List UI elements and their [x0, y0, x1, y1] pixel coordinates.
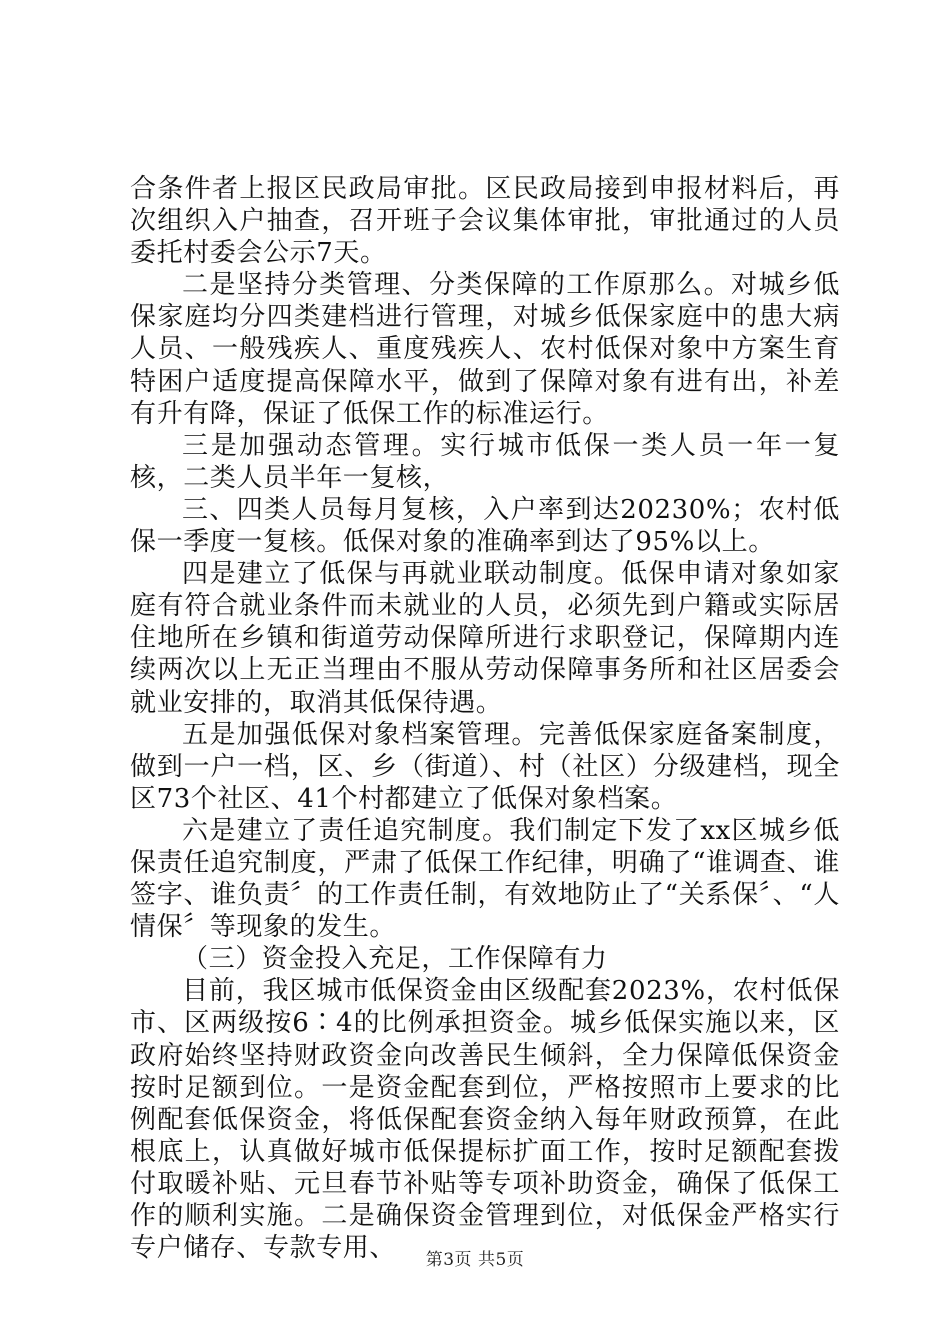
- paragraph-9: 目前，我区城市低保资金由区级配套2023%，农村低保市、区两级按6∶4的比例承担资金。城乡低保实施以来，区政府始终坚持财政资金向改善民生倾斜，全力保障低保资金按时足额到位。一是资金配套到位，严格按照市上要求的比例配套低保资金，将低保配套资金纳入每年财政预算，在此根底上，认真做好城市低保提标扩面工作，按时足额配套拨付取暖补贴、元旦春节补贴等专项补助资金，确保了低保工作的顺利实施。二是确保资金管理到位，对低保金严格实行专户储存、专款专用、: [130, 976, 840, 1264]
- paragraph-7: 六是建立了责任追究制度。我们制定下发了xx区城乡低保责任追究制度，严肃了低保工作纪律，明确了“谁调查、谁签字、谁负责〞的工作责任制，有效地防止了“关系保〞、“人情保〞等现象的发生。: [130, 815, 840, 943]
- page-footer: 第3页 共5页: [425, 1250, 525, 1270]
- paragraph-4: 三、四类人员每月复核，入户率到达20230%；农村低保一季度一复核。低保对象的准确率到达了95%以上。: [130, 494, 840, 558]
- paragraph-3: 三是加强动态管理。实行城市低保一类人员一年一复核，二类人员半年一复核，: [130, 430, 840, 493]
- paragraph-2: 二是坚持分类管理、分类保障的工作原那么。对城乡低保家庭均分四类建档进行管理，对城乡低保家庭中的患大病人员、一般残疾人、重度残疾人、农村低保对象中方案生育特困户适度提高保障水平，做到了保障对象有进有出，补差有升有降，保证了低保工作的标准运行。: [130, 270, 840, 429]
- paragraph-1: 合条件者上报区民政局审批。区民政局接到申报材料后，再次组织入户抽查，召开班子会议集体审批，审批通过的人员委托村委会公示7天。: [130, 174, 840, 269]
- paragraph-5: 四是建立了低保与再就业联动制度。低保申请对象如家庭有符合就业条件而未就业的人员，必须先到户籍或实际居住地所在乡镇和街道劳动保障所进行求职登记，保障期内连续两次以上无正当理由不服从劳动保障事务所和社区居委会就业安排的，取消其低保待遇。: [130, 559, 840, 718]
- section-heading: （三）资金投入充足，工作保障有力: [182, 944, 608, 975]
- document-body: [130, 173, 840, 1264]
- paragraph-6: 五是加强低保对象档案管理。完善低保家庭备案制度，做到一户一档，区、乡（街道）、村（社区）分级建档，现全区73个社区、41个村都建立了低保对象档案。: [130, 719, 840, 814]
